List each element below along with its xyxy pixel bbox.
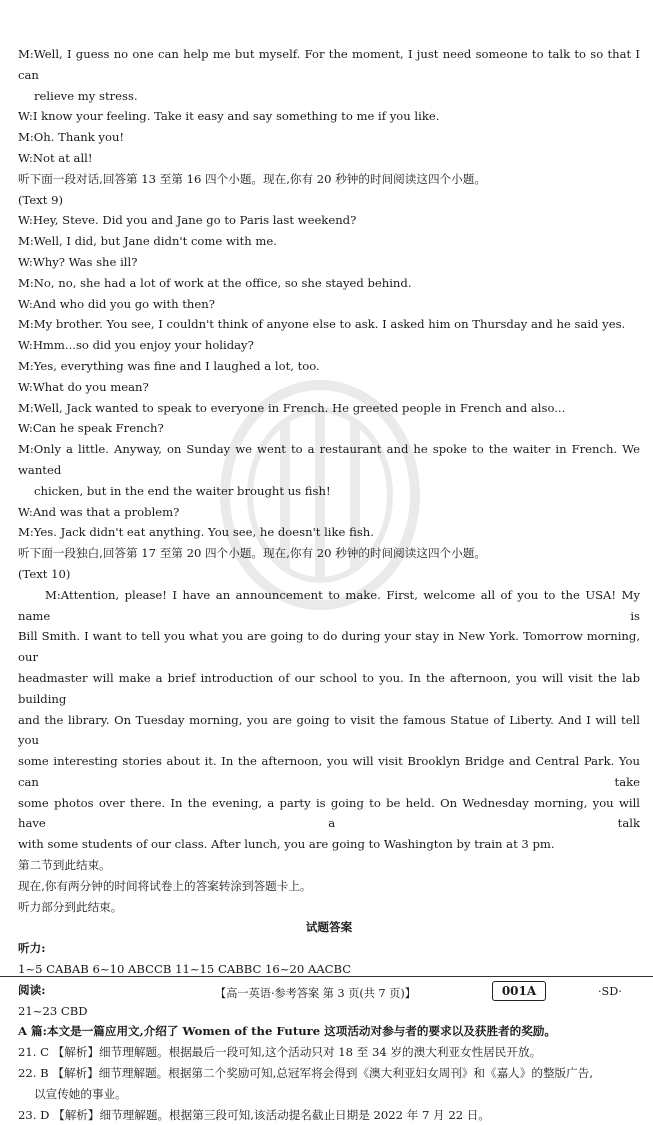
text-line: W:I know your feeling. Take it easy and say something to me if you like. [18,109,440,124]
text-line: some photos over there. In the evening, a party is going to be held. On Wednesday morning, you will have a talk [18,795,640,831]
text-line: M:Well, Jack wanted to speak to everyone in French. He greeted people in French and also... [18,400,566,415]
text-line: and the library. On Tuesday morning, you are going to visit the famous Statue of Liberty. And I will tell you [18,712,640,748]
text-line: W:What do you mean? [18,379,149,394]
text-line: some interesting stories about it. In the afternoon, you will visit Brooklyn Bridge and Central Park. You can take [18,754,640,789]
text-line: 听力部分到此结束。 [18,899,123,914]
page-footer [0,976,653,1007]
text-line: 21. C 【解析】细节理解题。根据最后一段可知,这个活动只对 18 至 34 岁的澳大利亚女性居民开放。 [18,1045,542,1060]
text-line: M:Attention, please! I have an announcement to make. First, welcome all of you to the USA! My name is [18,587,640,623]
text-line: 阅读: [18,982,46,997]
text-line: W:Can he speak French? [18,421,164,436]
document-body [18,44,640,1125]
text-line: W:Hey, Steve. Did you and Jane go to Paris last weekend? [18,213,357,228]
text-line: W:And was that a problem? [18,504,180,519]
text-line: 23. D 【解析】细节理解题。根据第三段可知,该活动提名截止日期是 2022 年 7 月 22 日。 [18,1107,490,1122]
text-line: 听力: [18,941,46,956]
text-line: (Text 9) [18,192,63,207]
text-line: 试题答案 [305,920,353,935]
text-line: relieve my stress. [34,88,138,103]
text-line: W:Hmm...so did you enjoy your holiday? [18,338,254,353]
text-line: (Text 10) [18,566,71,581]
text-line: M:Only a little. Anyway, on Sunday we went to a restaurant and he spoke to the waiter in French. We wanted [18,442,640,477]
text-line: Bill Smith. I want to tell you what you are going to do during your stay in New York. Tomorrow morning, our [18,629,640,665]
text-line: M:Well, I did, but Jane didn't come with me. [18,234,277,249]
text-line: A 篇:本文是一篇应用文,介绍了 Women of the Future 这项活动对参与者的要求以及获胜者的奖励。 [18,1024,557,1039]
footer-edition-mark: ·SD· [598,985,622,998]
text-line: 21~23 CBD [18,1003,88,1018]
text-line: W:Not at all! [18,150,93,165]
text-line: M:Yes, everything was fine and I laughed a lot, too. [18,358,320,373]
text-line: W:And who did you go with then? [18,296,215,311]
text-line: chicken, but in the end the waiter brought us fish! [34,483,331,498]
text-line: M:Well, I guess no one can help me but myself. For the moment, I just need someone to talk to so that I can [18,47,640,82]
text-line: M:My brother. You see, I couldn't think of anyone else to ask. I asked him on Thursday and he said yes. [18,317,626,332]
text-line: W:Why? Was she ill? [18,254,138,269]
text-line: 现在,你有两分钟的时间将试卷上的答案转涂到答题卡上。 [18,878,312,893]
text-line: with some students of our class. After lunch, you are going to Washington by train at 3 pm. [18,837,555,852]
text-line: 听下面一段对话,回答第 13 至第 16 四个小题。现在,你有 20 秒钟的时间阅读这四个小题。 [18,171,486,186]
text-line: 以宣传她的事业。 [34,1086,127,1101]
text-line: 22. B 【解析】细节理解题。根据第二个奖励可知,总冠军将会得到《澳大利亚妇女周刊》和《嘉人》的整版广告, [18,1066,594,1081]
text-line: M:Oh. Thank you! [18,130,125,145]
text-line: headmaster will make a brief introduction of our school to you. In the afternoon, you will visit the lab building [18,670,640,706]
text-line: 听下面一段独白,回答第 17 至第 20 四个小题。现在,你有 20 秒钟的时间阅读这四个小题。 [18,546,486,561]
footer-page-info: 【高一英语·参考答案 第 3 页(共 7 页)】 [215,987,416,1000]
text-line: 第二节到此结束。 [18,858,111,873]
text-line: M:Yes. Jack didn't eat anything. You see, he doesn't like fish. [18,525,374,540]
footer-code-badge: 001A [492,981,546,1001]
text-line: M:No, no, she had a lot of work at the office, so she stayed behind. [18,275,412,290]
text-line: 1~5 CABAB 6~10 ABCCB 11~15 CABBC 16~20 AACBC [18,962,352,977]
